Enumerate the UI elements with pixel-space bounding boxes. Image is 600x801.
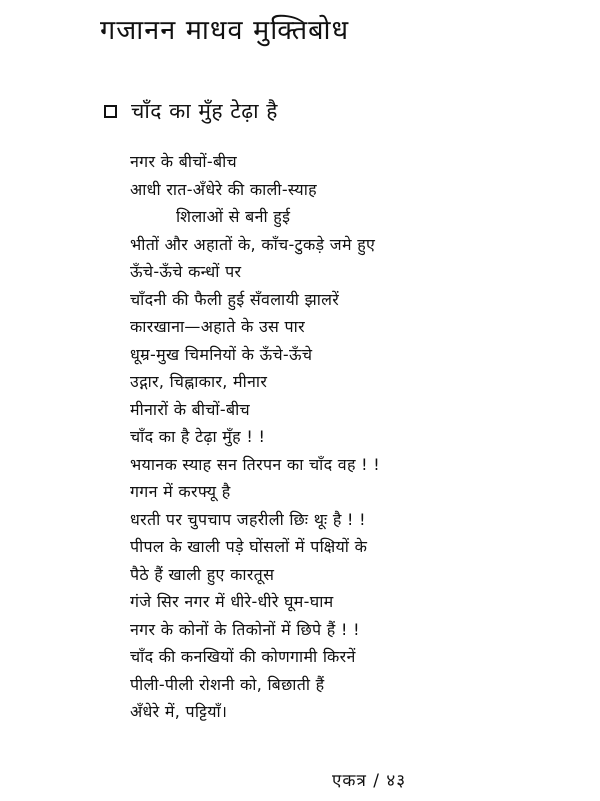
poem-line: गंजे सिर नगर में धीरे-धीरे घूम-घाम bbox=[130, 592, 334, 611]
poem-line: गगन में करफ्यू है bbox=[130, 482, 231, 501]
author-name: गजानन माधव मुक्तिबोध bbox=[100, 15, 350, 46]
poem-line: धरती पर चुपचाप जहरीली छिः थूः है ! ! bbox=[130, 509, 366, 529]
poem-line: अँधेरे में, पट्टियाँ। bbox=[130, 702, 228, 721]
poem-line: चाँद की कनखियों की कोणगामी किरनें bbox=[130, 647, 356, 666]
poem-line: पीपल के खाली पड़े घोंसलों में पक्षियों के bbox=[130, 537, 368, 556]
poem-line: भीतों और अहातों के, काँच-टुकड़े जमे हुए bbox=[130, 234, 376, 254]
poem-line: मीनारों के बीचों-बीच bbox=[130, 399, 250, 419]
square-bullet-icon bbox=[104, 105, 117, 118]
poem-line: चाँदनी की फैली हुई सँवलायी झालरें bbox=[130, 289, 340, 309]
poem-line: शिलाओं से बनी हुई bbox=[176, 207, 291, 226]
poem-line: उद्गार, चिह्नाकार, मीनार bbox=[130, 372, 268, 391]
poem-line: भयानक स्याह सन तिरपन का चाँद वह ! ! bbox=[130, 454, 380, 474]
poem-line: धूम्र-मुख चिमनियों के ऊँचे-ऊँचे bbox=[130, 344, 313, 364]
poem-body bbox=[130, 148, 380, 726]
poem-title: चाँद का मुँह टेढ़ा है bbox=[131, 99, 278, 123]
poem-heading bbox=[104, 97, 278, 125]
poem-line: चाँद का है टेढ़ा मुँह ! ! bbox=[130, 427, 266, 446]
poem-line: नगर के बीचों-बीच bbox=[130, 152, 237, 171]
poem-line: कारखाना—अहाते के उस पार bbox=[130, 317, 305, 336]
poem-line: पीली-पीली रोशनी को, बिछाती हैं bbox=[130, 674, 325, 694]
poem-line: ऊँचे-ऊँचे कन्धों पर bbox=[130, 262, 242, 281]
poem-line: पैठे हैं खाली हुए कारतूस bbox=[130, 564, 275, 584]
poem-line: आधी रात-अँधेरे की काली-स्याह bbox=[130, 179, 317, 199]
page-footer: एकत्र / ४३ bbox=[332, 771, 407, 791]
poem-line: नगर के कोनों के तिकोनों में छिपे हैं ! ! bbox=[130, 619, 360, 639]
